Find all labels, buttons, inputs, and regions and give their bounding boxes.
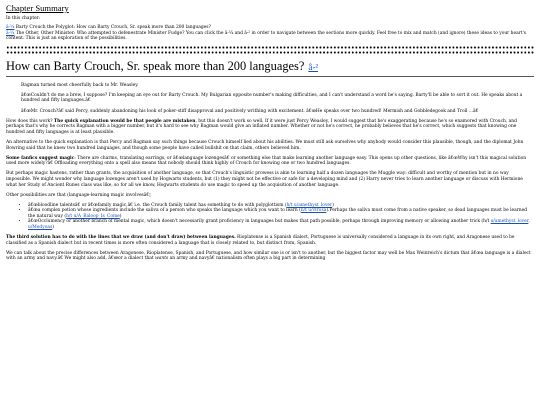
quote-paragraph: â€œCouldn't do me a brew, I suppose? I'm keeping an eye out for Barty Crouch. My Bulgarian opposite number's making difficulties, and I can't understand a word he's saying. Barty'll be able to sort it out. He speaks about a hundred and fifty languages.â€ xyxy=(21,92,523,104)
body-paragraph xyxy=(6,119,534,136)
quote-paragraph: Bagman turned most cheerfully back to Mr. Weasley. xyxy=(21,82,139,88)
dotted-divider xyxy=(6,51,534,54)
paragraph-text: How does this work? xyxy=(6,118,54,124)
toc-item-1-text: Barty Crouch the Polyglot: How can Barty Crouch, Sr. speak more than 200 languages? xyxy=(14,25,211,30)
paragraph-text: , but this doesn't work so well. If it were just Percy Weasley, I would suggest that he's exaggerating because he's so enamored with Crouch, and perhaps that's why he corrects Bagman with a bigger number, but it's hard to see why Bagman would give an inflated number. Whether or not he's correct, he probably believes that he's correct, which suggests that knowing one hundred and fifty languages is at least plausible. xyxy=(6,118,517,135)
emphasis-text: do xyxy=(200,182,207,188)
list-item-text: , xyxy=(528,219,530,225)
list-item-text: â€œa complex potion whose ingredients include the saliva of a person who speaks the language which you want to learn ( xyxy=(28,208,301,214)
list-item-text: ) xyxy=(119,213,122,219)
body-paragraph: Other possibilities are that (language-learning magic involvesâ€¦ xyxy=(6,192,151,198)
paragraph-text: an army and navyâ€ nationalism often plays a big part in determining xyxy=(168,256,326,262)
credit-link[interactable]: u/amethyst_lover xyxy=(490,219,529,225)
heading-rule xyxy=(6,76,534,77)
page xyxy=(6,3,534,262)
paragraph-text: But perhaps magic hastens, rather than grants, the acquisition of another language, so that Crouch's linguistic prowess is akin to learning half a dozen languages the Muggle way: difficult and worthy of mention but in no way impossible. We might wonder why language lozenges aren't used by Hogwarts students, but (1) they might not be effective or safe for a developing mind and (2) Harry never tries to learn another language or discuss with Hermione what her Study of Ancient Runes class was like, so for all we know, Hogwarts students xyxy=(6,171,523,188)
back-to-top-link[interactable]: â-² xyxy=(308,61,319,72)
credit-link[interactable]: u/Medyoas xyxy=(28,225,53,231)
body-paragraph xyxy=(6,156,534,167)
list-item-text: ).Perhaps the saliva must come from a native speaker, so dead languages must be learned the natural way ( xyxy=(28,208,528,219)
list-item-text: ) xyxy=(332,202,334,208)
paragraph-text: use magic to speed up the acquisition of another language. xyxy=(206,182,340,188)
body-paragraph xyxy=(6,235,534,246)
credit-link[interactable]: h/t u/amethyst_lover xyxy=(286,202,333,208)
paragraph-text: Rioplatense is a Spanish dialect, Portuguese is universally considered a language in its own right, and Aragonese used to be classified as a Spanish dialect but in recent times is more often considered a language that is closely related to, but distinct from, Spanish. xyxy=(6,235,515,246)
paragraph-text: We can talk about the precise differences between Aragonese, Rioplatense, Spanish, and Portuguese, and how similar one is or isn't to another, but the biggest factor may well be Max Weinreich's dictum that â€œa language is a dialect with an army and navy.â€ We might also add, â€œor a dialect that xyxy=(6,250,531,262)
toc-item-2-text: The Other, Other Minister: Who attempted to defenestrate Minister Fudge? You can click the â-¼ and â-² in order to navigate between the sections more quickly. Feel free to mix and match (and ignore) these ideas to your heart's content. This is just an exploration of the possibilities. xyxy=(6,30,527,42)
bold-text: Some fanfics suggest magic xyxy=(6,155,75,161)
credit-link[interactable]: h/t u/A_Baloop_Is_Come xyxy=(66,213,120,219)
list-item-text: â€œbloodline talentsâ€ or â€œfamily magic,â€ i.e. the Crouch family talent has something to do with polyglottism ( xyxy=(28,202,287,208)
paragraph-text: : There are charms, translating earrings, or â€œlanguage lozengesâ€ or something else that make learning another language easy. This opens up other questions, like â€œWhy isn't this magical solution used more widely?â€ Offloading everything onto a spell also means that nobody should think highly of Crouch for knowing one or two hundred languages. xyxy=(6,155,527,167)
toc-item-2 xyxy=(6,31,534,42)
emphasis-text: wants xyxy=(155,256,169,262)
bold-text: The third solution has to do with the lines that we draw (and don't draw) between languages. xyxy=(6,235,236,241)
body-paragraph xyxy=(6,171,534,188)
dotted-divider xyxy=(6,46,534,49)
quote-paragraph: â€œMr. Crouch?â€ said Percy, suddenly abandoning his look of poker-stiff disapproval and positively writhing with excitement. â€œHe speaks over two hundred! Mermish and Gobbledegook and Troll ...â€ xyxy=(21,108,479,114)
chapter-summary-heading: Chapter Summary xyxy=(6,3,69,13)
list-item-text: â€œOcclumency or another branch of mental magic, which doesn't necessarily grant proficiency in languages but makes that path possible, perhaps through improving memory or allowing another trick (h/t xyxy=(28,219,491,225)
list-item xyxy=(28,219,534,230)
bold-text: The quick explanation would be that people are mistaken xyxy=(53,118,196,124)
section-heading xyxy=(6,59,534,74)
section-title: How can Barty Crouch, Sr. speak more than 200 languages? xyxy=(6,58,305,73)
list-item-text: ) xyxy=(52,225,54,231)
toc-item-1-jump-link[interactable]: â-¼ xyxy=(6,25,15,30)
in-chapter-label: In this chapter: xyxy=(6,16,41,21)
list-item xyxy=(28,208,534,219)
credit-link[interactable]: h/t u/vfrosa xyxy=(300,208,327,214)
toc-item-2-jump-link[interactable]: â-¼ xyxy=(6,30,15,36)
body-paragraph: An alternative to the quick explanation is that Percy and Bagman say such things because Crouch himself lied about his abilities. We must still ask ourselves why anybody would consider this plausible, though, and the diplomat John Bowring said that he knew two hundred languages, and though some people have called bullshit on that claim, others believed him. xyxy=(6,139,524,151)
possibilities-list xyxy=(6,203,534,231)
body-paragraph xyxy=(6,251,534,262)
